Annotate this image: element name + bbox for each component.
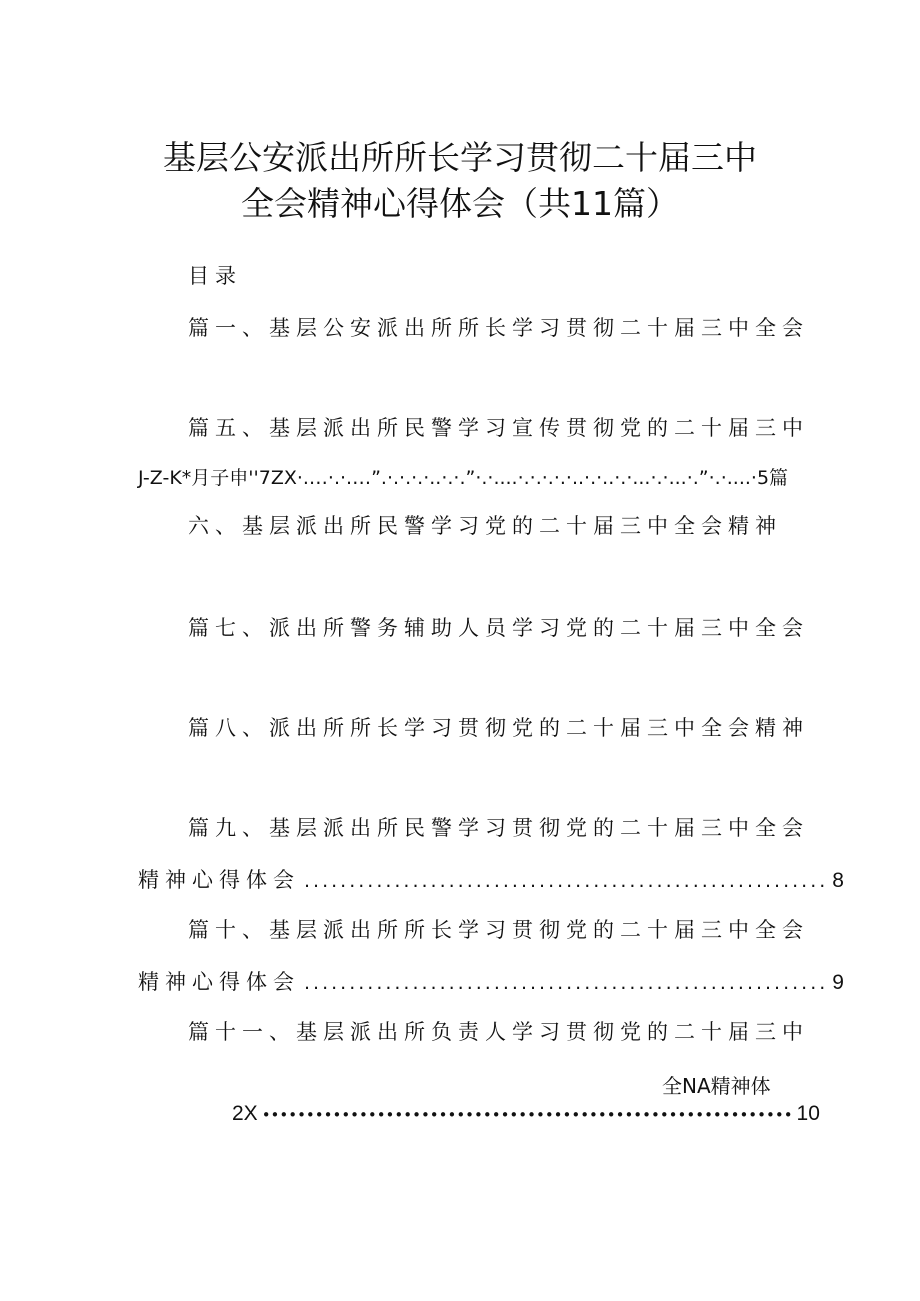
toc-item-6[interactable]: 六、基层派出所民警学习党的二十届三中全会精神 bbox=[188, 514, 782, 538]
toc-item-11[interactable]: 篇十一、基层派出所负责人学习贯彻党的二十届三中 bbox=[188, 1020, 809, 1044]
toc-item-8[interactable]: 篇八、派出所所长学习贯彻党的二十届三中全会精神 bbox=[188, 716, 809, 740]
toc-item-10-page: 9 bbox=[832, 971, 844, 994]
toc-item-11-right: 全NA精神体 bbox=[662, 1074, 771, 1098]
toc-item-9[interactable]: 篇九、基层派出所民警学习贯彻党的二十届三中全会 bbox=[188, 816, 809, 840]
doc-title-line-2: 全会精神心得体会（共11篇） bbox=[241, 184, 679, 223]
leader-dots: .......................................................... bbox=[304, 870, 829, 892]
toc-item-1[interactable]: 篇一、基层公安派出所所长学习贯彻二十届三中全会 bbox=[188, 316, 809, 340]
doc-title-line-1: 基层公安派出所所长学习贯彻二十届三中 bbox=[163, 138, 757, 177]
toc-item-9-page: 8 bbox=[832, 869, 844, 892]
toc-item-11-leader[interactable] bbox=[232, 1100, 820, 1129]
toc-item-5[interactable]: 篇五、基层派出所民警学习宣传贯彻党的二十届三中 bbox=[188, 416, 809, 440]
leader-bullets: •••••••••••••••••••••••••••••••••••••••••••••••••••••••••••• bbox=[261, 1106, 793, 1124]
toc-garbled-line: J-Z-K*月子申''7ZX·.…·.·.…”.·.·.·.·..·.·.”·.·....·.·.·.·.·..·.·..·.·...·.·...·.”·.·....·5篇 bbox=[138, 467, 789, 489]
toc-item-9-cont: 精神心得体会 bbox=[138, 868, 300, 892]
toc-item-7[interactable]: 篇七、派出所警务辅助人员学习党的二十届三中全会 bbox=[188, 616, 809, 640]
leader-dots: .......................................................... bbox=[304, 972, 829, 994]
toc-item-9-leader[interactable] bbox=[138, 866, 844, 895]
toc-item-10-leader[interactable] bbox=[138, 968, 844, 997]
toc-item-11-page: 10 bbox=[796, 1102, 820, 1125]
toc-item-11-cont: 2X bbox=[232, 1102, 258, 1125]
toc-heading: 目录 bbox=[188, 264, 242, 288]
toc-item-10[interactable]: 篇十、基层派出所所长学习贯彻党的二十届三中全会 bbox=[188, 918, 809, 942]
toc-item-10-cont: 精神心得体会 bbox=[138, 970, 300, 994]
